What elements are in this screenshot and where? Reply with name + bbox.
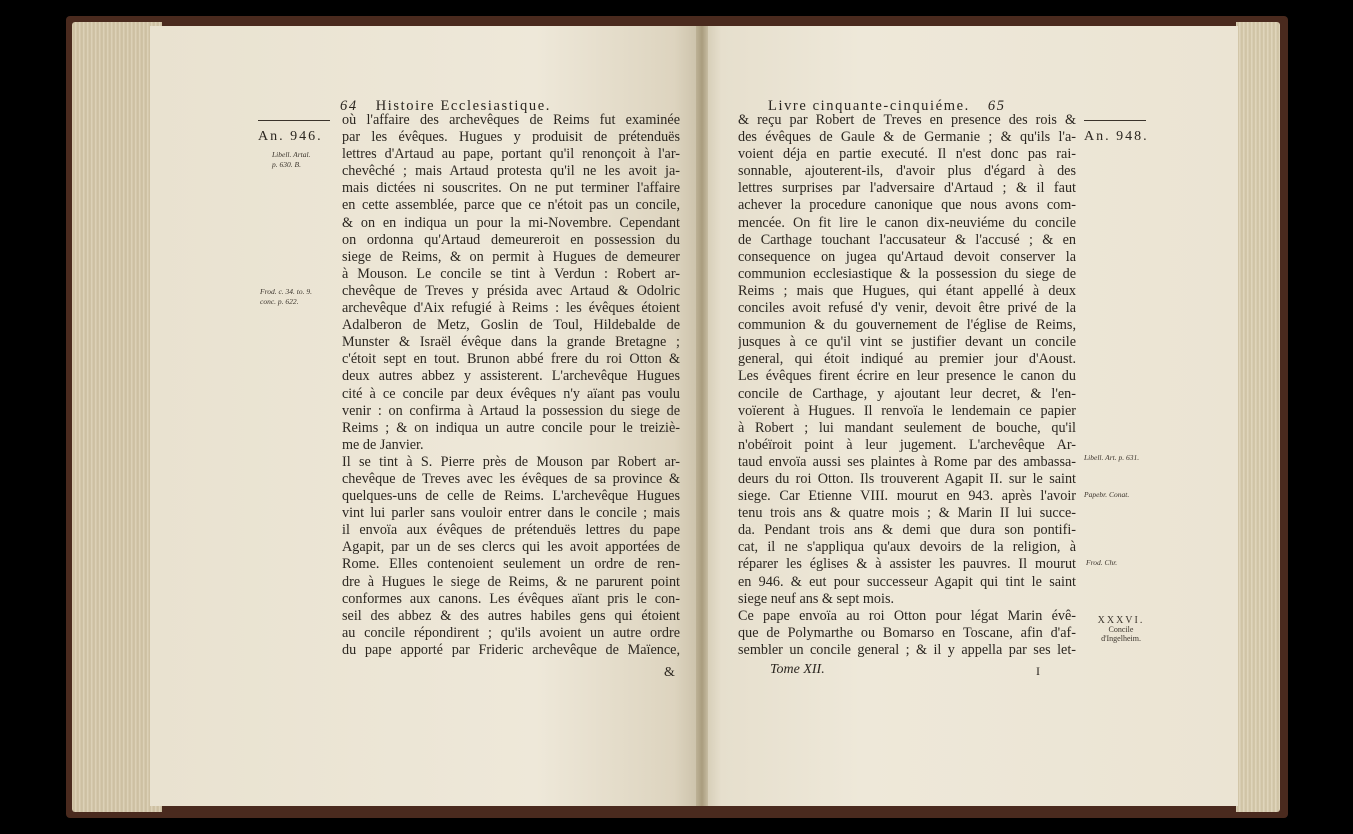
section-title: Concile d'Ingelheim. [1101, 625, 1141, 643]
left-running-title: Histoire Ecclesiastique. [375, 98, 552, 114]
right-text-line: siege neuf ans & sept mois. [738, 590, 895, 607]
left-text-line: Rome. Elles contenoient seulement un ordre de ren- [342, 556, 680, 573]
right-text-line: voïerent à Hugues. Il renvoïa le lendemain ce papier [738, 402, 1076, 419]
right-margin-note-3: Frod. Chr. [1086, 558, 1118, 567]
right-text-line: da. Pendant trois ans & demi que dura son pontifi- [738, 522, 1076, 539]
right-year-label: An. 948. [1084, 129, 1149, 144]
right-text-line: à Robert ; lui mandant seulement de bouche, qu'il [738, 419, 1076, 436]
right-page-number: 65 [987, 98, 1006, 114]
left-text-line: vint lui parler sans vouloir entrer dans le concile ; mais [342, 505, 680, 522]
right-text-line: n'obéïroit point à leur jugement. L'archevêque Ar- [738, 436, 1076, 453]
left-margin-rule [258, 120, 330, 121]
page-edges-left [72, 22, 162, 812]
left-margin-note-2: p. 630. B. [272, 160, 301, 169]
right-text-line: taud envoïa aussi ses plaintes à Rome par des ambassa- [738, 453, 1076, 470]
left-margin-note-4: conc. p. 622. [260, 297, 299, 306]
left-text-line: chevêque de Treves y présida avec Artaud & Odolric [342, 282, 680, 299]
left-margin-note-3: Frod. c. 34. to. 9. [260, 287, 313, 296]
right-text-line: & reçu par Robert de Treves en presence des rois & [738, 112, 1076, 128]
left-text-line: venir : on confirma à Artaud la possession du siege de [342, 402, 680, 419]
left-text-line: conformes aux canons. Les évêques aïant pris le con- [342, 590, 680, 607]
right-text-line: achever la procedure canonique que nous avons com- [738, 197, 1076, 214]
left-body-text [342, 112, 680, 659]
left-text-line: au concile répondirent ; qu'ils avoient un autre ordre [342, 624, 680, 641]
left-text-line: il envoïa aux évêques de prétenduës lettres du pape [342, 522, 680, 539]
left-text-line: deux autres abbez y assisterent. L'archevêque Hugues [342, 368, 680, 385]
left-text-line: cité à ce concile par deux évêques n'y aïant pas voulu [342, 385, 680, 402]
left-text-line: quelques-uns de celle de Reims. L'archevêque Hugues [342, 488, 680, 505]
right-text-line: sembler un concile general ; & il y appella par ses let- [738, 641, 1076, 658]
right-body-text [738, 112, 1076, 659]
right-section-note [1090, 616, 1152, 643]
right-text-line: Les évêques firent écrire en leur presence le canon du [738, 368, 1076, 385]
right-margin-note-1: Libell. Art. p. 631. [1084, 453, 1140, 462]
right-text-line: concile de Carthage, y ajoutant leur decret, & l'en- [738, 385, 1076, 402]
right-text-line: sonnable, ajouterent-ils, d'avoir plus d'égard à des [738, 163, 1076, 180]
right-text-line: de Carthage touchant l'accusateur & l'accusé ; & en [738, 231, 1076, 248]
left-text-line: Adalberon de Metz, Goslin de Toul, Hildebalde de [342, 317, 680, 334]
left-year-label: An. 946. [258, 129, 323, 144]
right-text-line: que de Polymarthe ou Bomarso en Toscane, afin d'af- [738, 624, 1076, 641]
right-text-line: Ce pape envoïa au roi Otton pour légat Marin évê- [738, 607, 1076, 624]
right-text-line: en 946. & eut pour successeur Agapit qui tint le saint [738, 573, 1076, 590]
right-text-line: deurs du roi Otton. Ils trouverent Agapit II. sur le saint [738, 470, 1076, 487]
right-text-line: general, qui étoit indiqué au premier jour d'Aoust. [738, 351, 1076, 368]
right-text-line: siege. Car Etienne VIII. mourut en 943. après l'avoir [738, 488, 1076, 505]
right-text-line: jusques à ce qu'il vint se justifier devant un concile [738, 334, 1076, 351]
right-text-line: mencée. On fit lire le canon dix-neuviéme du concile [738, 214, 1076, 231]
right-text-line: Reims ; mais que Hugues, qui étant appellé à deux [738, 282, 1076, 299]
left-text-line: lettres d'Artaud au pape, portant qu'il renonçoit à l'ar- [342, 146, 680, 163]
left-text-line: par les évêques. Hugues y produisit de prétenduës [342, 129, 680, 146]
left-page-number: 64 [340, 98, 358, 114]
left-text-line: c'étoit sept en tout. Brunon abbé frere du roi Otton & [342, 351, 680, 368]
right-text-line: voient déja en partie executé. Il n'est donc pas rai- [738, 146, 1076, 163]
left-text-line: en cette assemblée, parce que ce n'étoit pas un concile, [342, 197, 680, 214]
right-text-line: conciles avoit refusé d'y venir, devoit être privé de la [738, 300, 1076, 317]
right-text-line: des évêques de Gaule & de Germanie ; & qu'ils l'a- [738, 129, 1076, 146]
right-text-line: consequence on jugea qu'Artaud devoit conserver la [738, 248, 1076, 265]
left-text-line: mais dictées ni souscrites. On ne put terminer l'affaire [342, 180, 680, 197]
left-text-line: chevêque de Treves avec les évêques de sa province & [342, 470, 680, 487]
section-number: XXXVI. [1097, 615, 1145, 626]
page-edges-right [1236, 22, 1280, 812]
right-text-line: communion ecclesiastique & la possession du siege de [738, 265, 1076, 282]
left-text-line: dre à Hugues le siege de Reims, & ne parurent point [342, 573, 680, 590]
left-text-line: seil des abbez & des autres habiles gens qui étoient [342, 607, 680, 624]
left-text-line: Il se tint à S. Pierre près de Mouson par Robert ar- [342, 453, 680, 470]
right-text-line: cat, il ne s'appliqua qu'aux devoirs de la religion, à [738, 539, 1076, 556]
left-text-line: où l'affaire des archevêques de Reims fut examinée [342, 112, 680, 128]
left-text-line: siege de Reims, & on permit à Hugues de demeurer [342, 248, 680, 265]
left-margin-note-1: Libell. Artal. [272, 150, 311, 159]
left-catchword: & [664, 665, 675, 680]
right-running-title: Livre cinquante-cinquiéme. [768, 98, 970, 114]
right-text-line: tenu trois ans & quatre mois ; & Marin II lui succe- [738, 505, 1076, 522]
left-text-line: chevêché ; mais Artaud protesta qu'il ne les avoit ja- [342, 163, 680, 180]
left-text-line: & on en indiqua un pour la mi-Novembre. Cependant [342, 214, 680, 231]
right-margin-note-2: Papebr. Conat. [1084, 490, 1130, 499]
left-text-line: à Mouson. Le concile se tint à Verdun : Robert ar- [342, 265, 680, 282]
book-gutter [696, 26, 708, 806]
left-text-line: on ordonna qu'Artaud demeureroit en possession du [342, 231, 680, 248]
right-text-line: lettres surprises par l'adversaire d'Artaud ; & il faut [738, 180, 1076, 197]
right-margin-rule [1084, 120, 1146, 121]
tome-label: Tome XII. [770, 662, 825, 677]
left-text-line: archevêque d'Aix refugié à Reims : les évêques étoient [342, 300, 680, 317]
signature-mark: I [1036, 664, 1040, 678]
left-text-line: Munster & Israël évêque dans la grande Bretagne ; [342, 334, 680, 351]
right-text-line: réparer les églises & à assister les pauvres. Il mourut [738, 556, 1076, 573]
left-text-line: me de Janvier. [342, 436, 424, 453]
left-text-line: du pape apporté par Frideric archevêque de Maïence, [342, 641, 680, 658]
left-text-line: Agapit, par un de ses clercs qui les avoit apportées de [342, 539, 680, 556]
right-text-line: communion & du gouvernement de l'église de Reims, [738, 317, 1076, 334]
left-text-line: Reims ; & on indiqua un autre concile pour le treiziè- [342, 419, 680, 436]
